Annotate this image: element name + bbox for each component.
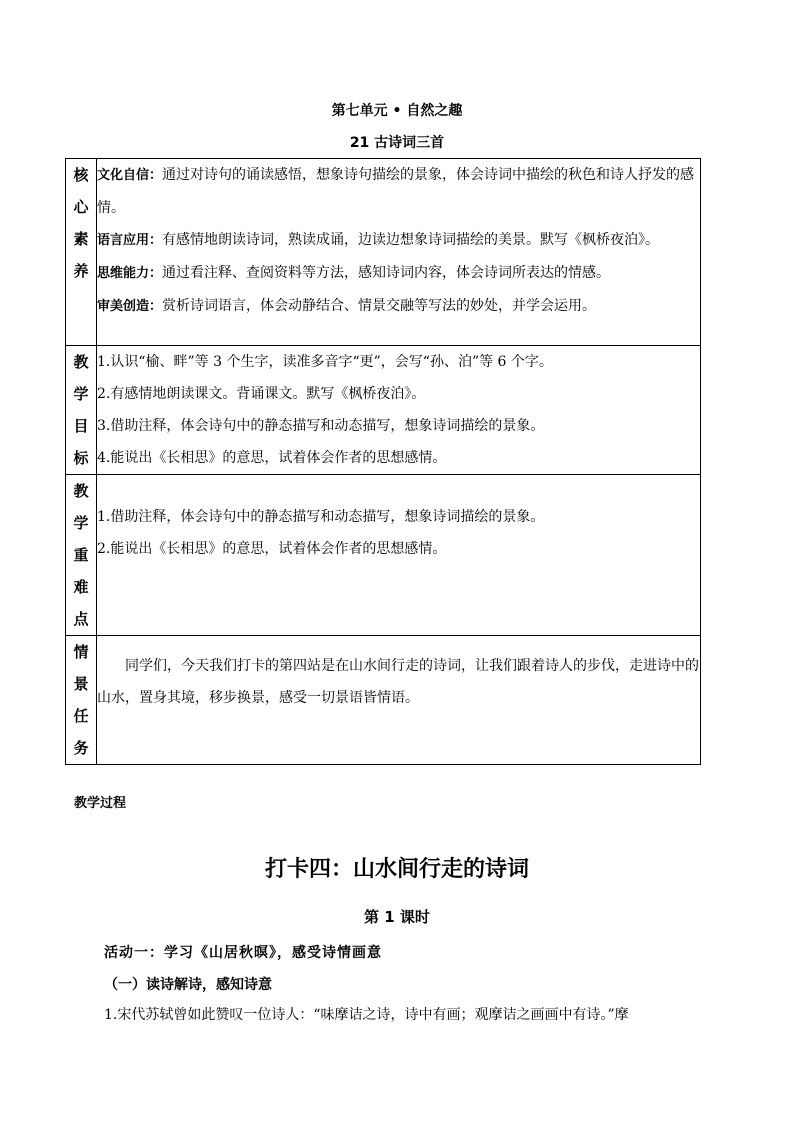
list-item	[97, 224, 700, 257]
label-char: 务	[73, 739, 89, 757]
list-item: 1.借助注释，体会诗句中的静态描写和动态描写，想象诗词描绘的景象。	[97, 509, 545, 525]
label-key-difficulties	[66, 475, 97, 636]
item-text: 赏析诗词语言，体会动静结合、情景交融等写法的妙处，并学会运用。	[162, 298, 597, 314]
key-difficulties-content	[97, 475, 701, 636]
label-char: 教	[73, 353, 89, 371]
scenario-task-content	[97, 636, 701, 765]
period-title: 第 1 课时	[364, 908, 430, 926]
label-char: 标	[73, 449, 89, 467]
label-char: 核	[73, 166, 89, 184]
table-row-core-literacy	[66, 159, 701, 346]
item-text: 通过看注释、查阅资料等方法，感知诗词内容，体会诗词所表达的情感。	[162, 265, 611, 281]
label-char: 学	[73, 385, 89, 403]
item-keyword: 语言应用：	[97, 233, 163, 248]
label-char: 学	[73, 514, 89, 532]
table-row-scenario-task	[66, 636, 701, 765]
list-item: 2.能说出《长相思》的意思，试着体会作者的思想感情。	[97, 541, 447, 557]
label-char: 任	[73, 707, 89, 725]
unit-title: 第七单元 • 自然之趣	[331, 103, 463, 119]
teaching-goals-content	[97, 346, 701, 475]
label-scenario-task	[66, 636, 97, 765]
lesson-title: 21 古诗词三首	[349, 135, 445, 151]
scenario-text: 同学们，今天我们打卡的第四站是在山水间行走的诗词，让我们跟着诗人的步伐，走进诗中的山水，置身其境，移步换景，感受一切景语皆情语。	[97, 658, 699, 706]
lesson-plan-table	[65, 158, 701, 765]
list-item: 1.认识“榆、畔”等 3 个生字，读准多音字“更”，会写“孙、泊”等 6 个字。	[97, 354, 553, 370]
section-heading: （一）读诗解诗，感知诗意	[104, 977, 272, 993]
label-char: 难	[73, 578, 89, 596]
list-item: 2.有感情地朗读课文。背诵课文。默写《枫桥夜泊》。	[97, 386, 426, 402]
core-literacy-content	[97, 159, 701, 346]
table-row-teaching-goals	[66, 346, 701, 475]
item-text: 通过对诗句的诵读感悟，想象诗句描绘的景象，体会诗词中描绘的秋色和诗人抒发的感情。	[97, 167, 695, 216]
label-core-literacy	[66, 159, 97, 346]
item-keyword: 文化自信：	[97, 168, 163, 183]
list-item: 1.宋代苏轼曾如此赞叹一位诗人：“味摩诘之诗，诗中有画；观摩诘之画画中有诗。”摩	[104, 1007, 629, 1023]
item-keyword: 审美创造：	[97, 299, 163, 314]
item-keyword: 思维能力：	[97, 266, 163, 281]
label-char: 目	[73, 417, 89, 435]
list-item	[97, 159, 700, 224]
label-char: 情	[73, 643, 89, 661]
label-char: 点	[73, 610, 89, 628]
label-teaching-goals	[66, 346, 97, 475]
list-item	[97, 257, 700, 290]
table-row-key-difficulties	[66, 475, 701, 636]
item-text: 有感情地朗读诗词，熟读成诵，边读边想象诗词描绘的美景。默写《枫桥夜泊》。	[162, 232, 660, 248]
label-char: 景	[73, 675, 89, 693]
teaching-process-label: 教学过程	[74, 796, 127, 811]
checkin-title: 打卡四：山水间行走的诗词	[264, 857, 529, 882]
activity-heading: 活动一：学习《山居秋暝》，感受诗情画意	[104, 945, 382, 961]
label-char: 教	[73, 482, 89, 500]
list-item: 4.能说出《长相思》的意思，试着体会作者的思想感情。	[97, 450, 447, 466]
label-char: 素	[73, 230, 89, 248]
label-char: 重	[73, 546, 89, 564]
label-char: 心	[73, 198, 89, 216]
list-item	[97, 290, 700, 323]
label-char: 养	[73, 262, 89, 280]
list-item: 3.借助注释，体会诗句中的静态描写和动态描写，想象诗词描绘的景象。	[97, 418, 545, 434]
